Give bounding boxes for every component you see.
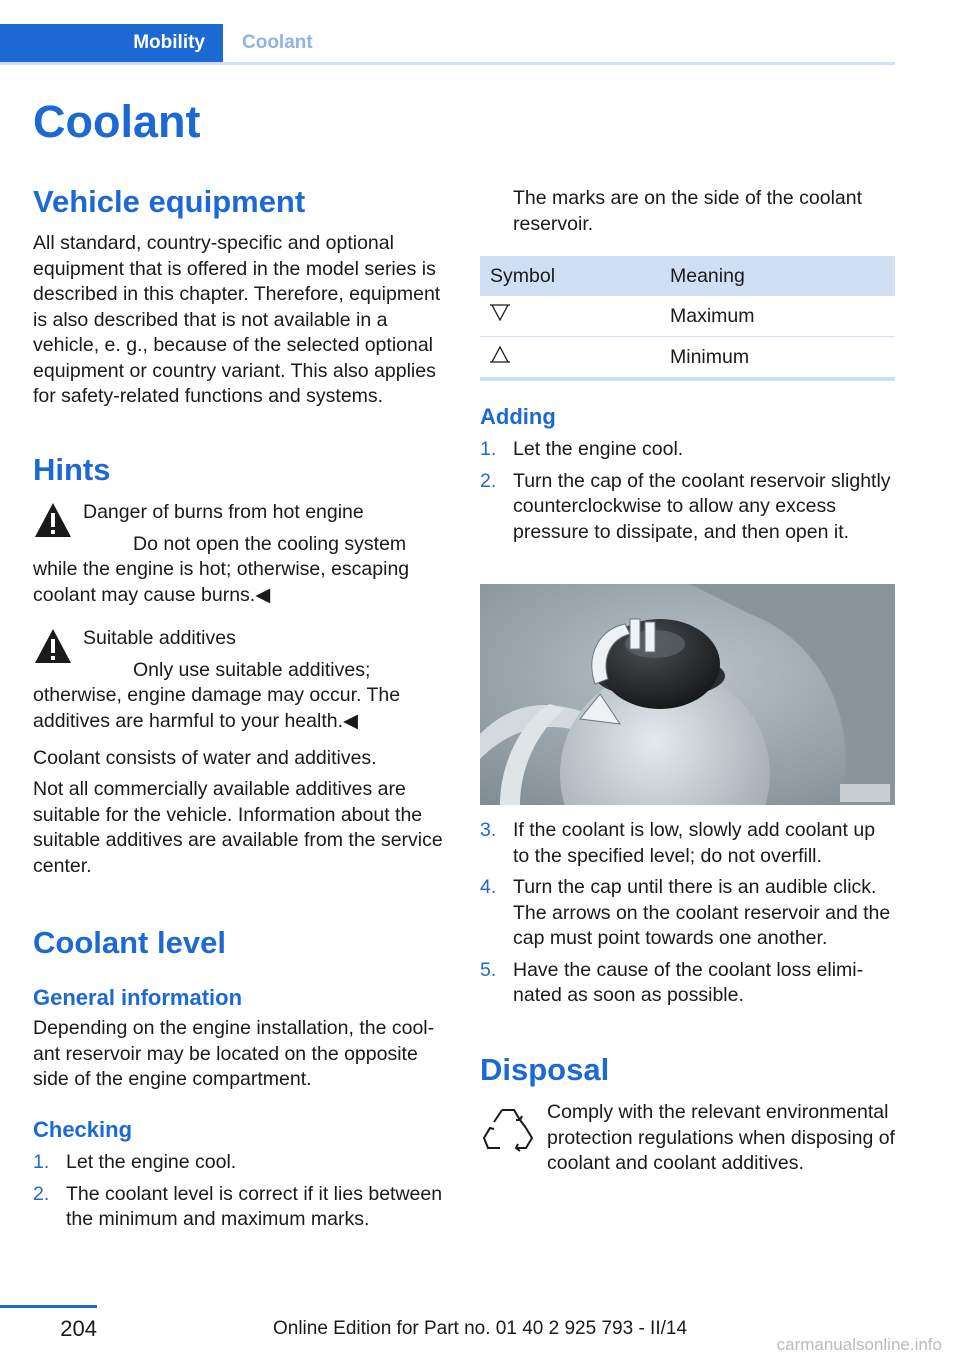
marks-text: The marks are on the side of the coolant reservoir. (513, 187, 863, 235)
table-header-row (480, 256, 895, 296)
warning-burns (33, 500, 449, 608)
max-mark-icon (480, 296, 660, 337)
vehicle-equipment-text: All standard, country-specific and optional equipment that is offered in the model series is described in this chapter. Therefore, equipment is also described that is not available in a vehicle, e. g., because of the selected optional equipment or country variant. This also applies for safety-related functions and systems. (33, 232, 441, 407)
step-number: 4. (480, 876, 497, 898)
warning-triangle-icon (33, 626, 83, 674)
checking-heading: Checking (33, 1117, 133, 1142)
list-item (480, 958, 895, 1009)
col-symbol-header: Symbol (480, 256, 660, 296)
page-title: Coolant (33, 96, 201, 147)
list-item (480, 469, 895, 546)
meaning-cell: Maximum (660, 296, 895, 337)
step-text: Turn the cap of the coolant reservoir slightly counterclockwise to allow any excess pressure to dissipate, and then open it. (513, 469, 891, 543)
step-number: 3. (480, 819, 497, 841)
col-meaning-header: Meaning (660, 256, 895, 296)
step-number: 2. (480, 469, 497, 492)
step-text: The coolant level is correct if it lies between the minimum and maximum marks. (66, 1182, 443, 1230)
warning-additives (33, 626, 449, 734)
edition-footer: Online Edition for Part no. 01 40 2 925 793 - II/14 (272, 1318, 688, 1339)
warning1-title: Danger of burns from hot engine (83, 501, 364, 523)
warning-triangle-icon (33, 500, 83, 548)
list-item (480, 437, 895, 463)
step-number: 1. (33, 1151, 50, 1173)
step-text: If the coolant is low, slowly add coolant up to the specified level; do not overfill. (513, 819, 876, 867)
list-item (33, 1182, 449, 1233)
tab-coolant[interactable]: Coolant (242, 32, 313, 53)
hints-para1: Coolant consists of water and additives. (33, 747, 377, 769)
list-item (480, 875, 895, 952)
recycle-icon (480, 1100, 546, 1170)
disposal-heading: Disposal (480, 1052, 610, 1087)
adding-list-a (480, 437, 895, 551)
general-info-text: Depending on the engine installation, the coolant reservoir may be located on the opposite side of the engine compartment. (33, 1017, 435, 1090)
step-text: Turn the cap until there is an audible click. The arrows on the coolant reservoir and the cap must point towards one another. (513, 876, 891, 949)
disposal-text: Comply with the relevant environmental protection regulations when disposing of coolant and coolant additives. (547, 1101, 895, 1174)
step-text: Let the engine cool. (66, 1151, 237, 1173)
hints-para2: Not all commercially available additives are suitable for the vehicle. Information about the suitable additives are available from the service center. (33, 778, 443, 877)
warning2-text: Only use suitable additives; otherwise, engine damage may occur. The additives are harmful to your health.◀ (33, 658, 401, 732)
hints-heading: Hints (33, 452, 111, 487)
list-item (480, 818, 895, 869)
step-text: Let the engine cool. (513, 438, 684, 460)
warning2-title: Suitable additives (83, 627, 236, 649)
meaning-cell: Minimum (660, 337, 895, 380)
min-mark-icon (480, 337, 660, 380)
watermark: carmanualsonline.info (776, 1335, 942, 1354)
list-item (33, 1150, 449, 1176)
adding-heading: Adding (480, 404, 556, 429)
checking-list (33, 1150, 449, 1239)
general-info-heading: General information (33, 985, 243, 1010)
symbol-table (480, 256, 895, 381)
coolant-level-heading: Coolant level (33, 925, 226, 960)
coolant-reservoir-image (480, 584, 895, 805)
warning1-text: Do not open the cooling system while the engine is hot; otherwise, escaping coolant may cause burns.◀ (33, 532, 410, 606)
step-text: Have the cause of the coolant loss eliminated as soon as possible. (513, 958, 864, 1006)
table-row (480, 337, 895, 380)
step-number: 5. (480, 958, 497, 981)
vehicle-equipment-heading: Vehicle equipment (33, 184, 306, 219)
step-number: 1. (480, 438, 497, 460)
tab-mobility[interactable]: Mobility (0, 24, 223, 62)
page-number: 204 (0, 1305, 97, 1342)
table-row (480, 296, 895, 337)
adding-list-b (480, 818, 895, 1015)
step-number: 2. (33, 1182, 50, 1205)
disposal-block (480, 1100, 895, 1177)
